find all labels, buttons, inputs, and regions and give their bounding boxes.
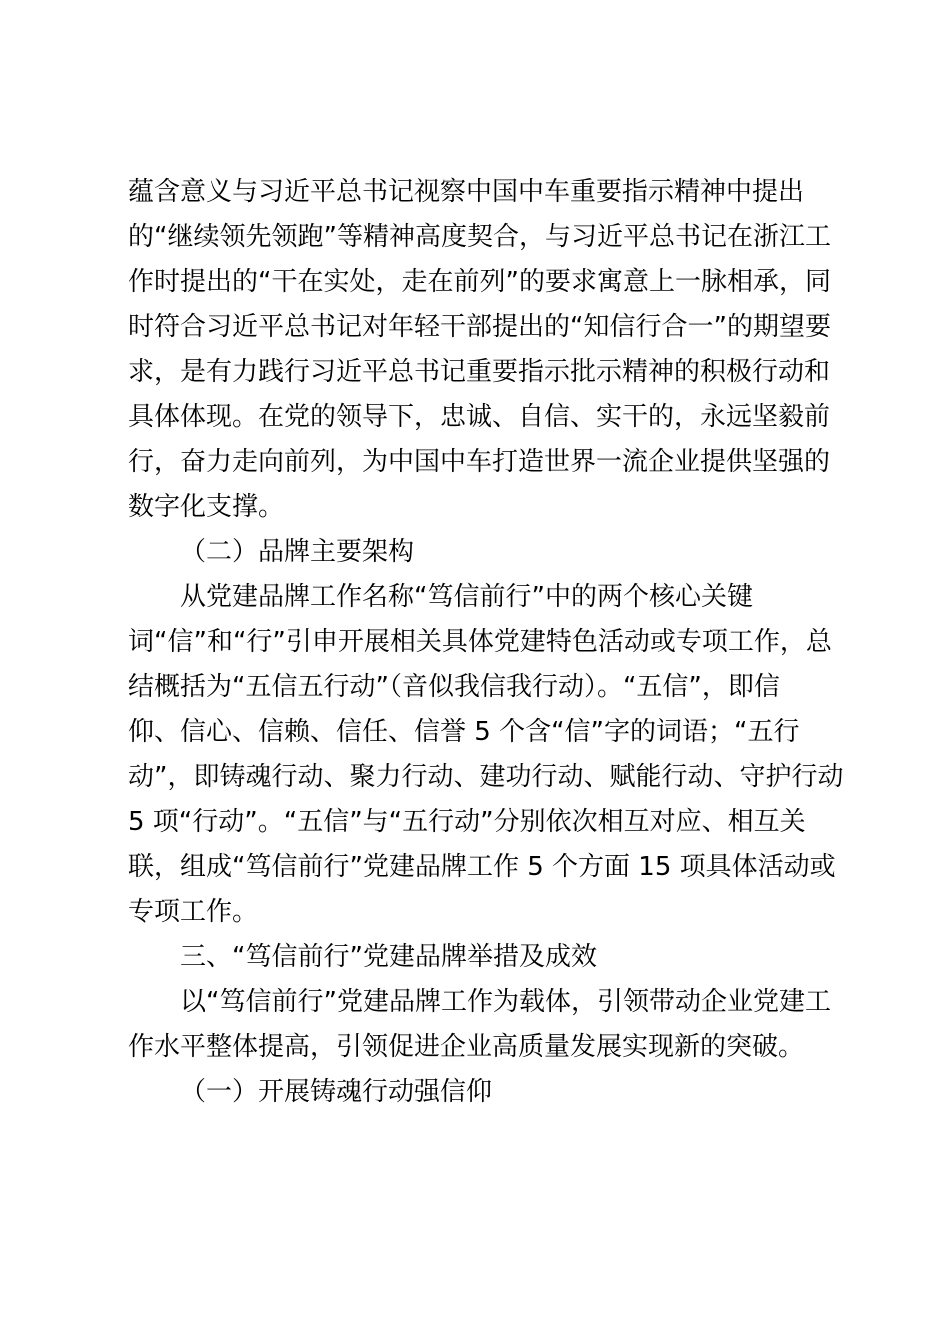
section-heading-measures: 三、“笃信前行”党建品牌举措及成效 [180, 942, 597, 972]
paragraph-line: 结概括为“五信五行动”（音似我信我行动）。“五信”，即信 [128, 672, 780, 702]
paragraph-line: 专项工作。 [128, 897, 259, 927]
paragraph-line: 以“笃信前行”党建品牌工作为载体，引领带动企业党建工 [180, 987, 831, 1017]
paragraph-line: 蕴含意义与习近平总书记视察中国中车重要指示精神中提出 [128, 177, 805, 207]
paragraph-line: 的“继续领先领跑”等精神高度契合，与习近平总书记在浙江工 [128, 222, 831, 252]
paragraph-line: 联，组成“笃信前行”党建品牌工作 5 个方面 15 项具体活动或 [128, 852, 836, 882]
paragraph-line: 求，是有力践行习近平总书记重要指示批示精神的积极行动和 [128, 357, 831, 387]
section-heading-brand-structure: （二）品牌主要架构 [180, 537, 415, 567]
paragraph-line: 作时提出的“干在实处，走在前列”的要求寓意上一脉相承，同 [128, 267, 831, 297]
paragraph-line: 动”，即铸魂行动、聚力行动、建功行动、赋能行动、守护行动 [128, 762, 844, 792]
paragraph-line: 词“信”和“行”引申开展相关具体党建特色活动或专项工作，总 [128, 627, 832, 657]
paragraph-line: 具体体现。在党的领导下，忠诚、自信、实干的，永远坚毅前 [128, 402, 831, 432]
paragraph-line: 5 项“行动”。“五信”与“五行动”分别依次相互对应、相互关 [128, 807, 806, 837]
paragraph-line: 仰、信心、信赖、信任、信誉 5 个含“信”字的词语；“五行 [128, 717, 800, 747]
paragraph-line: 作水平整体提高，引领促进企业高质量发展实现新的突破。 [128, 1032, 805, 1062]
paragraph-line: 从党建品牌工作名称“笃信前行”中的两个核心关键 [180, 582, 753, 612]
paragraph-line: 时符合习近平总书记对年轻干部提出的“知信行合一”的期望要 [128, 312, 831, 342]
section-heading-soul-casting: （一）开展铸魂行动强信仰 [180, 1077, 493, 1107]
paragraph-line: 行，奋力走向前列，为中国中车打造世界一流企业提供坚强的 [128, 447, 831, 477]
paragraph-line: 数字化支撑。 [128, 492, 285, 522]
